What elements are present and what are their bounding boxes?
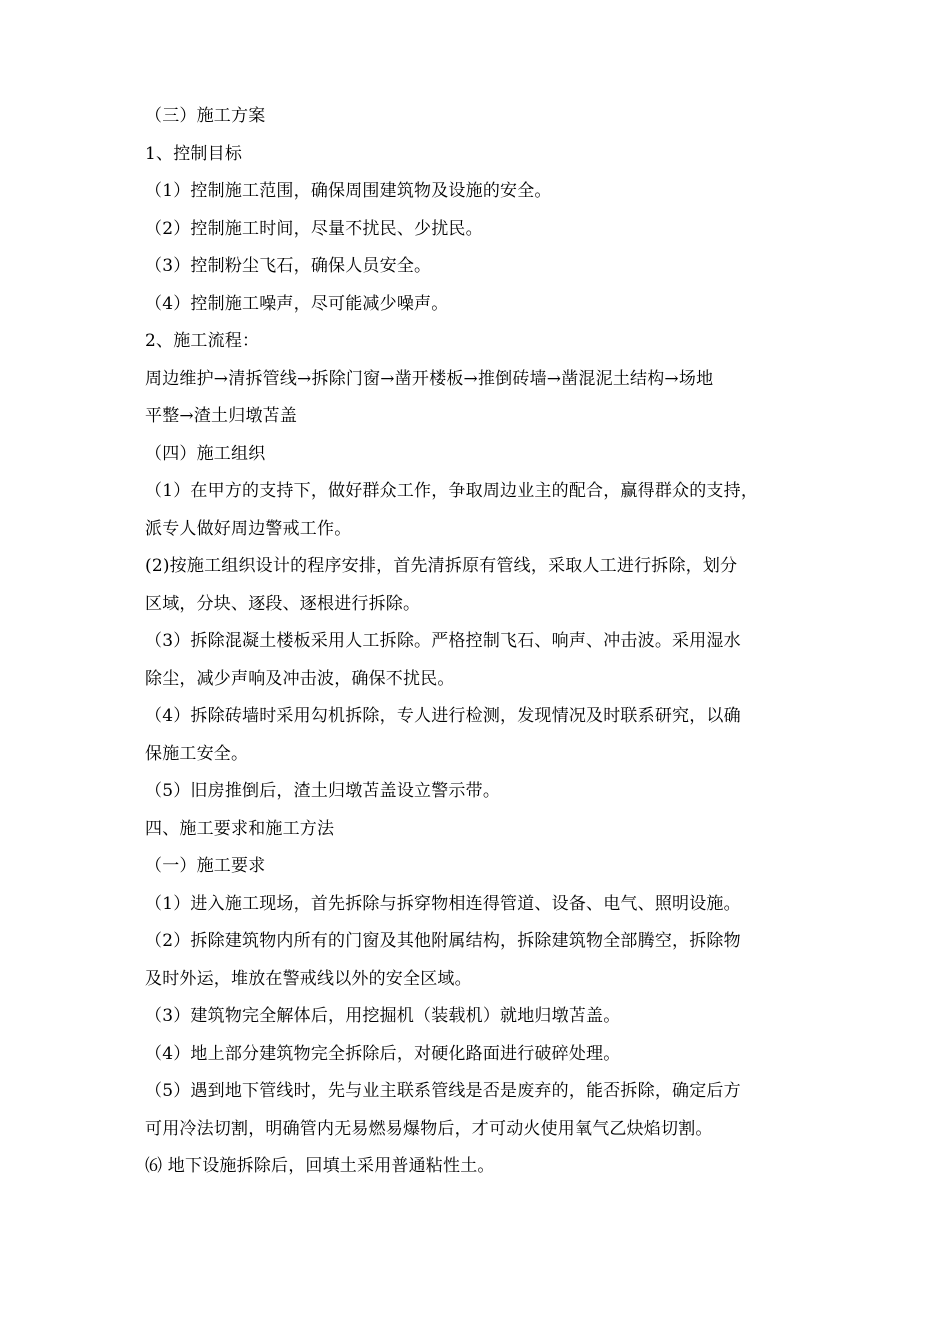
list-item: （5）遇到地下管线时，先与业主联系管线是否是废弃的，能否拆除，确定后方 <box>145 1081 741 1101</box>
list-item: （1）进入施工现场，首先拆除与拆穿物相连得管道、设备、电气、照明设施。 <box>145 893 741 914</box>
list-item: （3）建筑物完全解体后，用挖掘机（装载机）就地归墩苫盖。 <box>145 1006 621 1026</box>
list-item: （4）拆除砖墙时采用勾机拆除，专人进行检测，发现情况及时联系研究，以确 <box>145 706 741 726</box>
subsection-heading: 2、施工流程： <box>145 331 260 351</box>
list-item: （4）控制施工噪声，尽可能减少噪声。 <box>145 293 449 314</box>
list-item-continued: 区域，分块、逐段、逐根进行拆除。 <box>145 593 421 614</box>
list-item: （1）在甲方的支持下，做好群众工作，争取周边业主的配合，赢得群众的支持， <box>145 481 759 501</box>
list-item: （2）控制施工时间，尽量不扰民、少扰民。 <box>145 218 483 239</box>
list-item: （3）拆除混凝土楼板采用人工拆除。严格控制飞石、响声、冲击波。采用湿水 <box>145 631 741 651</box>
paragraph-line: 周边维护→清拆管线→拆除门窗→凿开楼板→推倒砖墙→凿混泥土结构→场地 <box>145 368 714 389</box>
list-item-continued: 及时外运，堆放在警戒线以外的安全区域。 <box>145 968 472 989</box>
list-item-continued: 除尘，减少声响及冲击波，确保不扰民。 <box>145 668 455 689</box>
list-item: （3）控制粉尘飞石，确保人员安全。 <box>145 256 432 276</box>
list-item-continued: 派专人做好周边警戒工作。 <box>145 518 352 539</box>
list-item-continued: 可用冷法切割，明确管内无易燃易爆物后，才可动火使用氧气乙炔焰切割。 <box>145 1118 713 1139</box>
chapter-heading: 四、施工要求和施工方法 <box>145 818 335 839</box>
list-item: （5）旧房推倒后，渣土归墩苫盖设立警示带。 <box>145 781 501 801</box>
section-heading: （三）施工方案 <box>145 106 266 126</box>
list-item: （2）拆除建筑物内所有的门窗及其他附属结构，拆除建筑物全部腾空，拆除物 <box>145 931 741 951</box>
section-heading: （四）施工组织 <box>145 443 266 464</box>
list-item-continued: 保施工安全。 <box>145 743 249 764</box>
paragraph-line: 平整→渣土归墩苫盖 <box>145 406 298 426</box>
list-item: (2)按施工组织设计的程序安排，首先清拆原有管线，采取人工进行拆除，划分 <box>145 556 738 576</box>
list-item: （1）控制施工范围，确保周围建筑物及设施的安全。 <box>145 181 552 201</box>
document-body <box>145 98 810 1186</box>
list-item: （4）地上部分建筑物完全拆除后，对硬化路面进行破碎处理。 <box>145 1043 621 1064</box>
list-item: ⑹ 地下设施拆除后，回填土采用普通粘性土。 <box>145 1156 495 1176</box>
section-heading: （一）施工要求 <box>145 856 266 876</box>
subsection-heading: 1、控制目标 <box>145 143 243 164</box>
